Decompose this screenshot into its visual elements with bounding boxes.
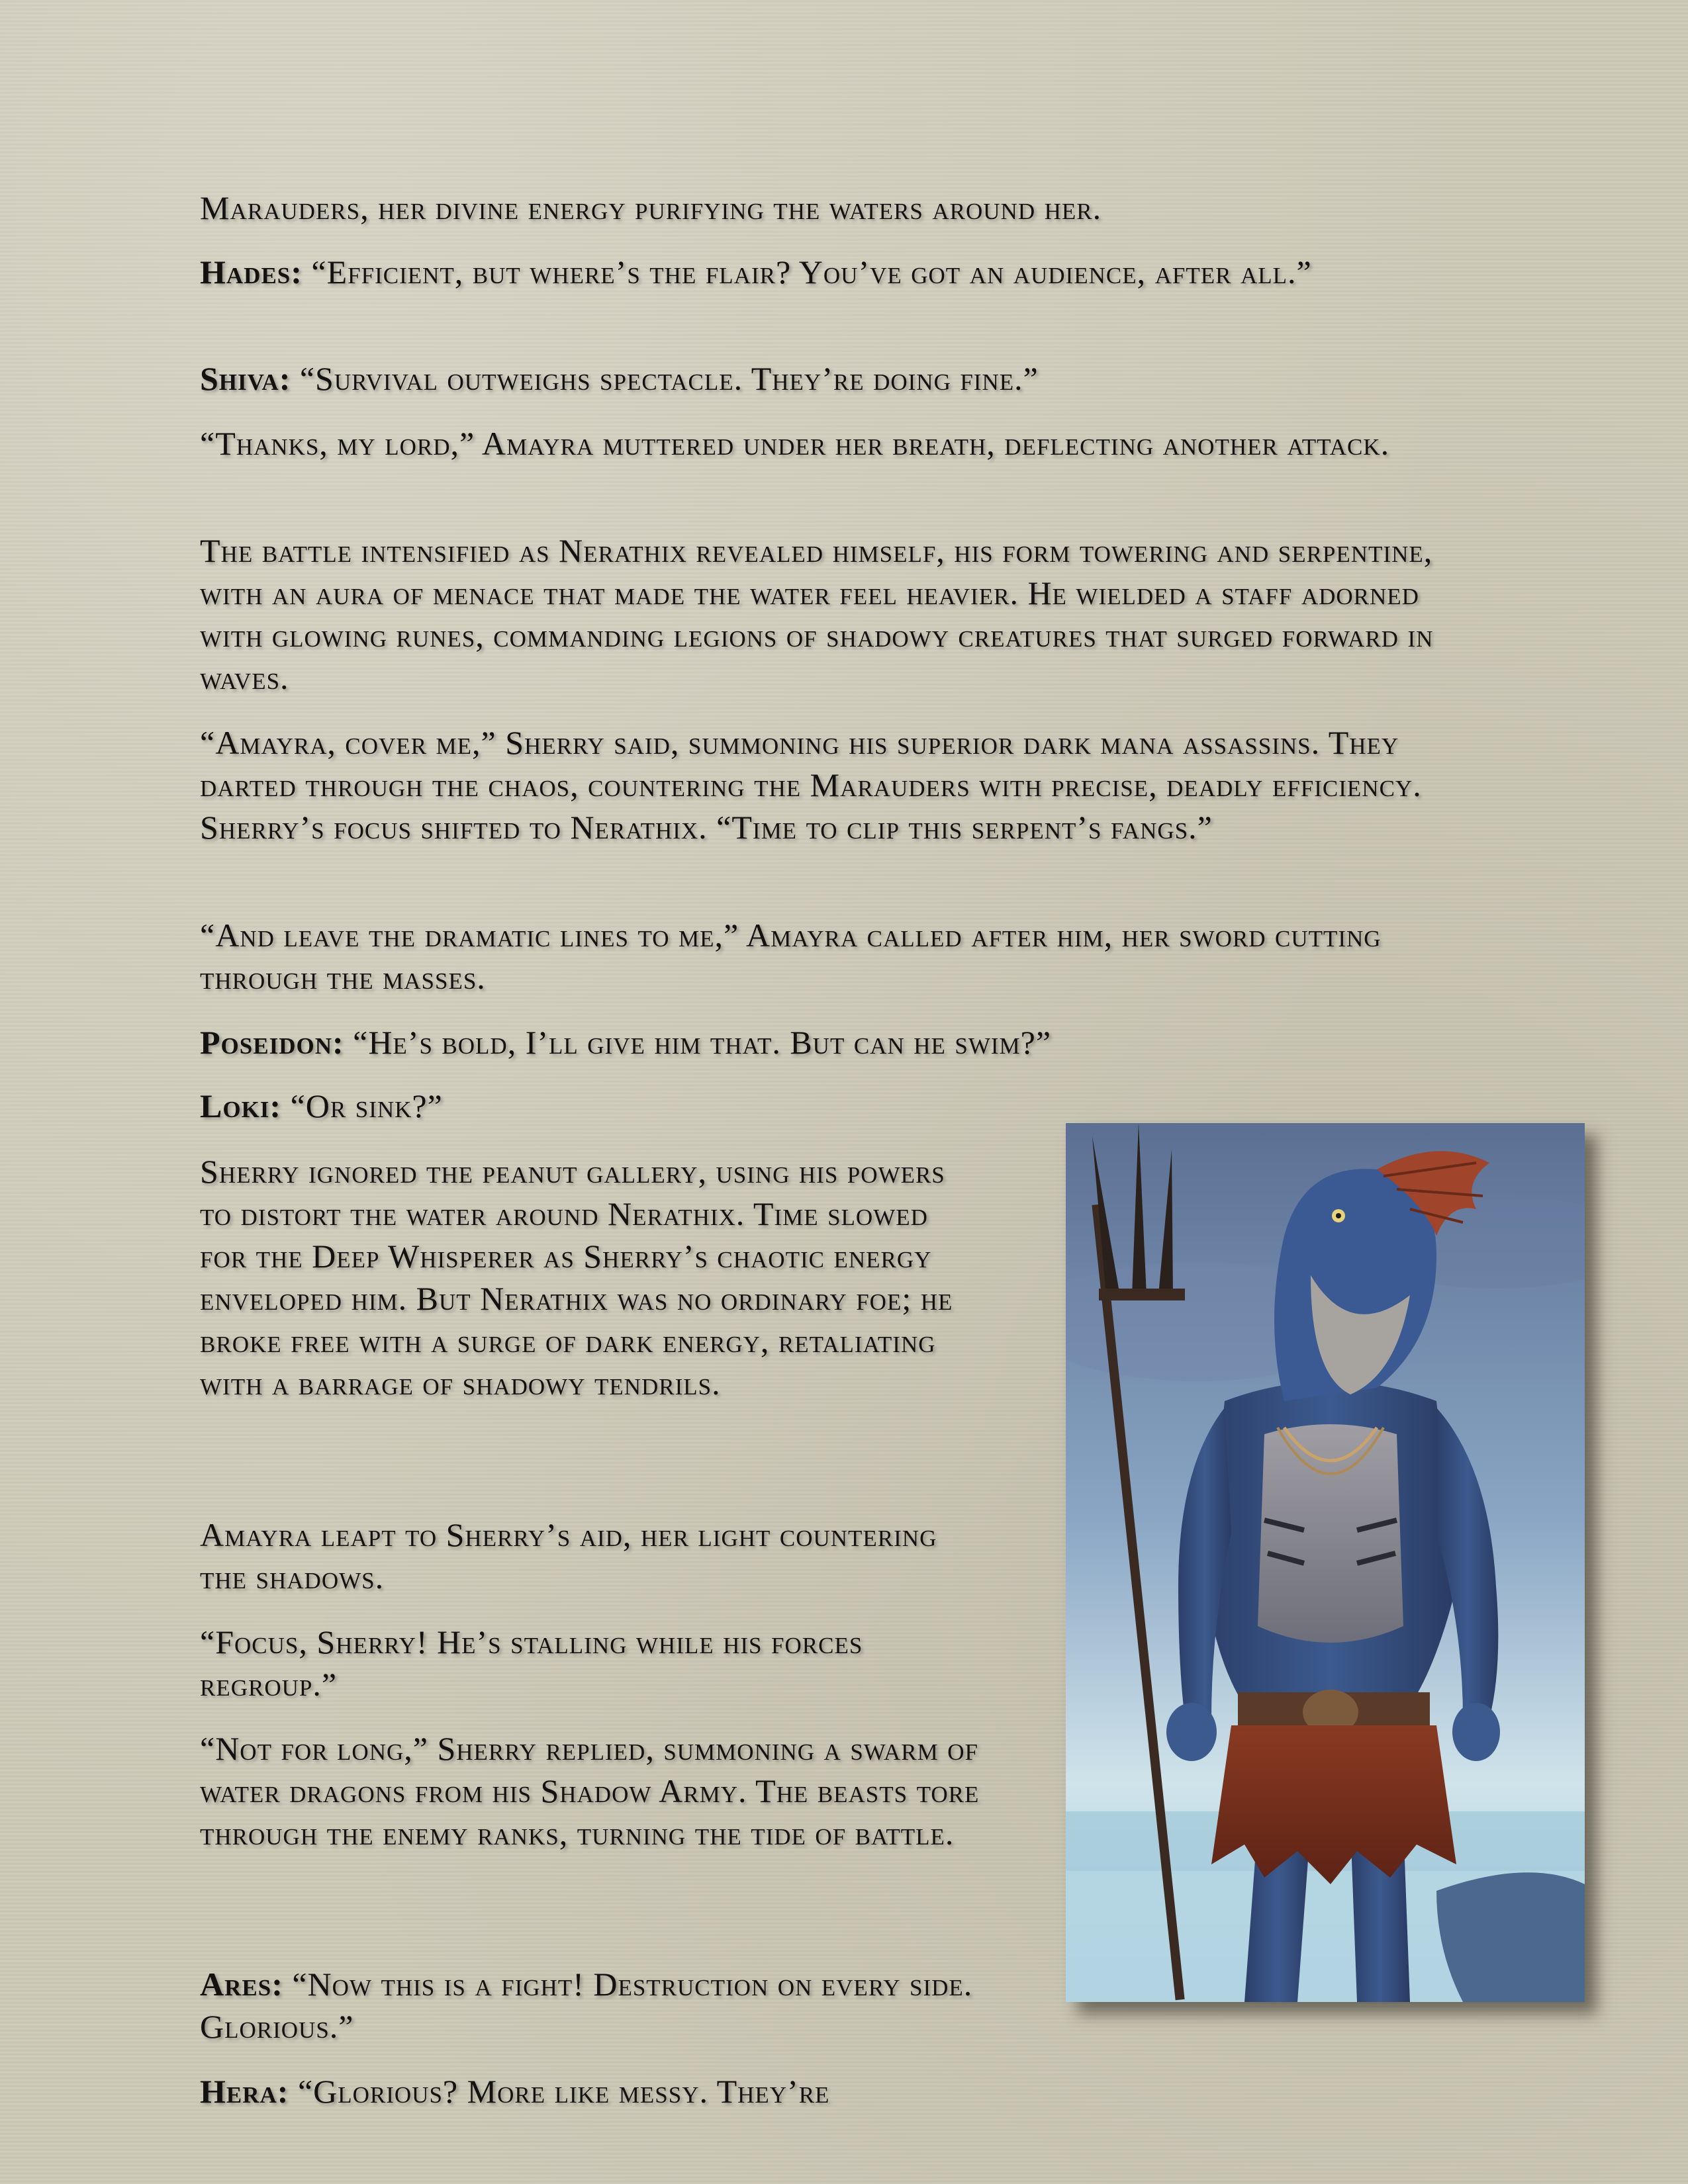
paragraph-text: “Not for long,” Sherry replied, summoning a swarm of water dragons from his Shadow Army. The beasts tore through the enemy ranks, turning the tide of battle. bbox=[200, 1730, 980, 1852]
paragraph bbox=[200, 187, 1484, 229]
paragraph bbox=[200, 1727, 981, 1854]
dialogue-text: “Survival outweighs spectacle. They’re doing fine.” bbox=[291, 360, 1039, 397]
paragraph bbox=[200, 1150, 981, 1404]
speaker-name: Hades: bbox=[200, 253, 303, 291]
paragraph-text: The battle intensified as Nerathix revealed himself, his form towering and serpentine, with an aura of menace that made the water feel heavier. He wielded a staff adorned with glowing runes, commanding legions of shadowy creatures that surged forward in waves. bbox=[200, 532, 1434, 696]
paragraph-text: Amayra leapt to Sherry’s aid, her light countering the shadows. bbox=[200, 1516, 937, 1596]
paragraph bbox=[200, 1621, 981, 1706]
paragraph-text: Sherry ignored the peanut gallery, using his powers to distort the water around Nerathix. Time slowed for the Deep Whisperer as Sherry’s chaotic energy enveloped him. But Nerathix was no ordinary foe; he broke free with a surge of dark energy, retaliating with a barrage of shadowy tendrils. bbox=[200, 1153, 953, 1402]
dialogue-paragraph bbox=[200, 1021, 1484, 1064]
speaker-name: Loki: bbox=[200, 1087, 282, 1124]
paragraph bbox=[200, 529, 1484, 699]
dialogue-text: “He’s bold, I’ll give him that. But can he swim?” bbox=[344, 1024, 1052, 1061]
fish-warrior-illustration bbox=[1066, 1123, 1585, 2002]
dialogue-text: “Or sink?” bbox=[281, 1087, 443, 1124]
speaker-name: Shiva: bbox=[200, 360, 291, 397]
paragraph bbox=[200, 721, 1484, 848]
dialogue-paragraph bbox=[200, 1963, 981, 2048]
speaker-name: Hera: bbox=[200, 2073, 289, 2110]
speaker-name: Ares: bbox=[200, 1966, 283, 2003]
dialogue-text: “Now this is a fight! Destruction on every side. Glorious.” bbox=[200, 1966, 973, 2045]
speaker-name: Poseidon: bbox=[200, 1024, 344, 1061]
fish-warrior-image bbox=[1066, 1123, 1585, 2002]
paragraph bbox=[200, 422, 1484, 465]
dialogue-paragraph bbox=[200, 251, 1484, 293]
dialogue-paragraph bbox=[200, 2070, 981, 2113]
dialogue-paragraph bbox=[200, 1085, 981, 1127]
paragraph-text: “Focus, Sherry! He’s stalling while his forces regroup.” bbox=[200, 1623, 863, 1703]
paragraph-text: “And leave the dramatic lines to me,” Amayra called after him, her sword cutting through the masses. bbox=[200, 917, 1382, 996]
paragraph bbox=[200, 1514, 981, 1598]
dialogue-text: “Efficient, but where’s the flair? You’ve got an audience, after all.” bbox=[302, 253, 1312, 291]
paragraph-text: “Amayra, cover me,” Sherry said, summoning his superior dark mana assassins. They darted through the chaos, countering the Marauders with precise, deadly efficiency. Sherry’s focus shifted to Nerathix. “Time to clip this serpent’s fangs.” bbox=[200, 724, 1422, 846]
paragraph-text: “Thanks, my lord,” Amayra muttered under her breath, deflecting another attack. bbox=[200, 425, 1390, 462]
dialogue-paragraph bbox=[200, 357, 1484, 400]
paragraph bbox=[200, 914, 1484, 999]
dialogue-text: “Glorious? More like messy. They’re bbox=[289, 2073, 830, 2110]
paragraph-text: Marauders, her divine energy purifying the waters around her. bbox=[200, 189, 1102, 226]
